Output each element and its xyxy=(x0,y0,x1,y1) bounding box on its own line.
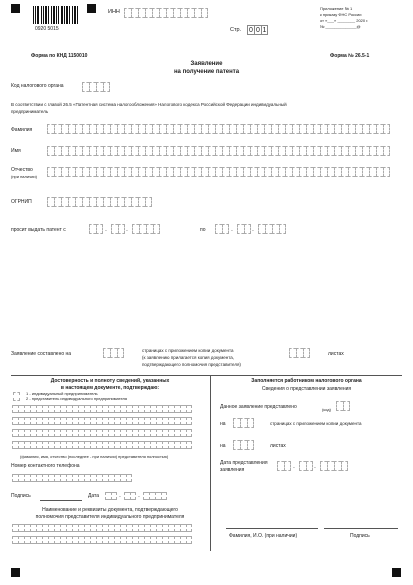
sheets-count-field[interactable] xyxy=(289,348,310,358)
composed-label: Заявление составлено на xyxy=(11,351,72,357)
right-pages-field[interactable] xyxy=(233,418,254,428)
corner-marker-bottom-right xyxy=(392,568,401,577)
right-on-label-2: на xyxy=(220,443,226,449)
form-number: Форма № 26.5-1 xyxy=(330,53,370,59)
signer-option-2: 2 - представитель индивидуального предпринимателя xyxy=(26,396,128,401)
signer-type-checkbox[interactable] xyxy=(13,392,20,401)
submit-date-day[interactable] xyxy=(277,461,291,471)
inn-label: ИНН xyxy=(108,9,120,15)
bottom-block-top-border xyxy=(11,375,402,376)
pages-with-copy-line-1: страницах с приложением копии документа xyxy=(142,348,234,353)
date-separator: . xyxy=(105,226,107,233)
patent-end-month[interactable] xyxy=(237,224,251,234)
patent-start-year[interactable] xyxy=(132,224,160,234)
date-separator: . xyxy=(252,226,254,233)
page-label: Стр. xyxy=(230,27,242,33)
appendix-line-4: № ______________@ xyxy=(320,24,361,29)
date-submit-line-2: заявления xyxy=(220,467,245,473)
barcode-number: 0920 5015 xyxy=(35,26,59,32)
appendix-line-3: от «___» ________ 2020 г. xyxy=(320,18,369,23)
left-signature-label: Подпись xyxy=(11,493,31,499)
left-heading-line-2: в настоящем документе, подтверждаю: xyxy=(60,385,160,391)
sheets-label: листах xyxy=(328,351,344,357)
name-field[interactable] xyxy=(47,146,390,156)
patent-start-month[interactable] xyxy=(111,224,125,234)
submission-code-field[interactable] xyxy=(336,401,350,411)
knd-label: Форма по КНД 1150010 xyxy=(31,53,88,59)
officer-signature-line[interactable] xyxy=(324,528,398,529)
title-line-1: Заявление xyxy=(190,61,223,67)
patent-end-day[interactable] xyxy=(215,224,229,234)
patronymic-field[interactable] xyxy=(47,167,390,177)
name-label: Имя xyxy=(11,148,21,154)
bottom-block-divider xyxy=(210,375,211,551)
page-number xyxy=(247,25,268,35)
officer-fio-label: Фамилия, И.О. (при наличии) xyxy=(229,533,298,539)
date-submit-line-1: Дата представления xyxy=(220,460,268,466)
patent-start-day[interactable] xyxy=(89,224,103,234)
tax-office-label: Код налогового органа xyxy=(11,83,64,89)
pages-count-field[interactable] xyxy=(103,348,124,358)
left-date-month[interactable] xyxy=(124,492,136,500)
title-line-2: на получение патента xyxy=(173,69,240,75)
left-date-day[interactable] xyxy=(105,492,117,500)
officer-fio-line[interactable] xyxy=(226,528,318,529)
request-label: просит выдать патент с xyxy=(11,227,66,233)
to-label: по xyxy=(200,227,206,233)
phone-label: Номер контактного телефона xyxy=(11,463,80,469)
date-separator: . xyxy=(293,463,295,470)
page-digit: 0 xyxy=(247,25,254,35)
representative-fio-row-3[interactable] xyxy=(12,429,192,437)
patronymic-hint: (при наличии) xyxy=(11,174,37,179)
patent-end-year[interactable] xyxy=(258,224,286,234)
right-sheets-label: листах xyxy=(270,443,286,449)
submit-date-year[interactable] xyxy=(320,461,348,471)
date-separator: . xyxy=(314,463,316,470)
code-hint: (код) xyxy=(322,407,331,412)
left-signature-line[interactable] xyxy=(40,500,82,501)
intro-text-line-1: В соответствии с главой 26.5 «Патентная система налогообложения» Налогового кодекса Российской Федерации индивидуальный xyxy=(11,102,287,107)
doc-label-line-2: полномочия представителя индивидуального предпринимателя xyxy=(35,514,185,520)
officer-signature-label: Подпись xyxy=(350,533,370,539)
surname-label: Фамилия xyxy=(11,127,33,133)
signer-option-1: 1 - индивидуальный предприниматель xyxy=(26,391,98,396)
corner-marker-top-center xyxy=(87,4,96,13)
appendix-line-2: к приказу ФНС России xyxy=(320,12,362,17)
corner-marker-bottom-left xyxy=(11,568,20,577)
right-subheading: Сведения о представлении заявления xyxy=(261,386,352,392)
pages-with-copy-line-2: (к заявлению прилагается копия документа, xyxy=(142,355,235,360)
left-date-label: Дата xyxy=(88,493,100,499)
doc-label-line-1: Наименование и реквизиты документа, подтверждающего xyxy=(42,507,178,513)
ogrnip-label: ОГРНИП xyxy=(11,199,32,205)
date-separator: . xyxy=(231,226,233,233)
doc-details-row-1[interactable] xyxy=(12,524,192,532)
representative-fio-row-4[interactable] xyxy=(12,441,192,449)
date-separator: . xyxy=(138,492,140,499)
pages-with-copy-line-3: подтверждающего полномочия представителя) xyxy=(142,362,241,367)
right-sheets-field[interactable] xyxy=(233,440,254,450)
representative-fio-row-1[interactable] xyxy=(12,405,192,413)
doc-details-row-2[interactable] xyxy=(12,536,192,544)
date-separator: . xyxy=(126,226,128,233)
barcode xyxy=(33,6,78,24)
left-heading-line-1: Достоверность и полноту сведений, указанных xyxy=(50,378,170,384)
corner-marker-top-left xyxy=(11,4,20,13)
intro-text-line-2: предприниматель xyxy=(11,109,49,114)
submitted-label: Данное заявление представлено xyxy=(220,404,297,410)
phone-field[interactable] xyxy=(12,474,132,482)
inn-field[interactable] xyxy=(124,8,208,18)
right-heading: Заполняется работником налогового органа xyxy=(251,378,362,384)
right-pages-copy-label: страницах с приложением копии документа xyxy=(270,421,362,426)
fio-hint: (фамилия, имя, отчество (последнее - при наличии) представителя полностью) xyxy=(20,454,169,459)
representative-fio-row-2[interactable] xyxy=(12,417,192,425)
tax-office-code-field[interactable] xyxy=(82,82,110,92)
patronymic-label: Отчество xyxy=(11,167,33,173)
surname-field[interactable] xyxy=(47,124,390,134)
left-date-year[interactable] xyxy=(143,492,167,500)
ogrnip-field[interactable] xyxy=(47,197,152,207)
date-separator: . xyxy=(119,492,121,499)
submit-date-month[interactable] xyxy=(299,461,313,471)
appendix-line-1: Приложение № 1 xyxy=(320,6,353,11)
page-digit: 1 xyxy=(262,26,267,34)
right-on-label-1: на xyxy=(220,421,226,427)
page-digit: 0 xyxy=(254,25,261,35)
